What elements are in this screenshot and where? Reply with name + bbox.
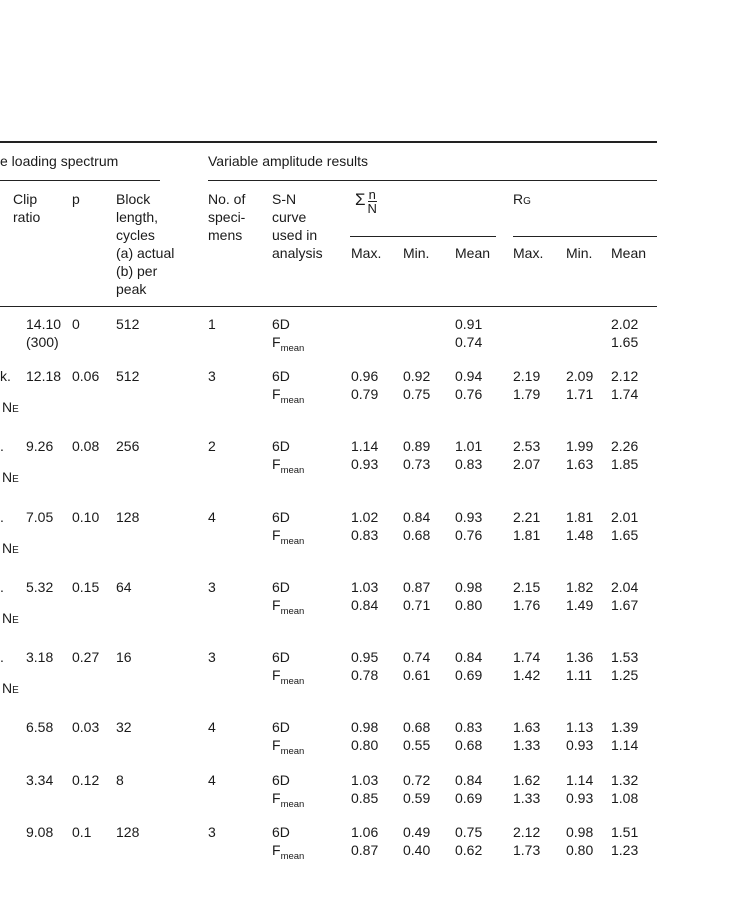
ne-subscript: E bbox=[12, 474, 19, 485]
cell-p: 0.27 bbox=[72, 649, 100, 665]
cell-sum-min: 0.73 bbox=[403, 456, 431, 472]
row-left-fragment: . bbox=[0, 509, 4, 525]
cell-rg-min: 1.71 bbox=[566, 386, 594, 402]
cell-rg-max: 1.76 bbox=[513, 597, 541, 613]
cell-rg-mean: 1.14 bbox=[611, 737, 639, 753]
cell-rg-max: 1.79 bbox=[513, 386, 541, 402]
row-left-fragment: . bbox=[0, 438, 4, 454]
cell-sum-max: 1.03 bbox=[351, 772, 379, 788]
ne-letter: N bbox=[2, 610, 13, 626]
col-header-clip-ratio bbox=[13, 190, 40, 226]
cell-rg-mean: 2.26 bbox=[611, 438, 639, 454]
cell-rg-max: 2.53 bbox=[513, 438, 541, 454]
rg-label: R bbox=[513, 191, 524, 207]
cell-rg-max: 1.33 bbox=[513, 737, 541, 753]
cell-sn-curve: 6D bbox=[272, 438, 290, 454]
cell-sum-mean: 0.80 bbox=[455, 597, 483, 613]
fmean-subscript: mean bbox=[280, 746, 305, 757]
col-header-block-line: cycles bbox=[116, 227, 155, 243]
cell-sum-min: 0.74 bbox=[403, 649, 431, 665]
cell-clip-ratio: 9.26 bbox=[26, 438, 54, 454]
cell-sum-mean: 0.93 bbox=[455, 509, 483, 525]
group-header-left: e loading spectrum bbox=[0, 153, 119, 169]
cell-sn-curve-fmean bbox=[272, 526, 304, 547]
ne-letter: N bbox=[2, 469, 13, 485]
cell-sum-mean: 0.91 bbox=[455, 316, 483, 332]
cell-sn-curve: 6D bbox=[272, 772, 290, 788]
fmean-letter: F bbox=[272, 527, 281, 543]
cell-rg-mean: 1.53 bbox=[611, 649, 639, 665]
cell-rg-mean: 1.85 bbox=[611, 456, 639, 472]
fmean-subscript: mean bbox=[280, 343, 305, 354]
col-header-block-line: length, bbox=[116, 209, 159, 225]
cell-rg-max: 1.81 bbox=[513, 527, 541, 543]
cell-sn-curve-fmean bbox=[272, 333, 304, 354]
cell-rg-max: 2.07 bbox=[513, 456, 541, 472]
fraction-denominator: N bbox=[367, 200, 377, 216]
fmean-letter: F bbox=[272, 737, 281, 753]
cell-rg-mean: 1.08 bbox=[611, 790, 639, 806]
cell-rg-min: 1.14 bbox=[566, 772, 594, 788]
cell-sum-mean: 0.69 bbox=[455, 667, 483, 683]
sigma-symbol: Σ bbox=[355, 190, 366, 209]
cell-block-length: 128 bbox=[116, 824, 140, 840]
cell-rg-max: 1.42 bbox=[513, 667, 541, 683]
row-left-ne bbox=[2, 468, 19, 489]
cell-sum-min: 0.89 bbox=[403, 438, 431, 454]
cell-rg-min: 0.93 bbox=[566, 790, 594, 806]
cell-rg-max: 1.74 bbox=[513, 649, 541, 665]
fmean-subscript: mean bbox=[280, 606, 305, 617]
cell-sum-max: 1.03 bbox=[351, 579, 379, 595]
cell-rg-max: 2.19 bbox=[513, 368, 541, 384]
cell-specimens: 3 bbox=[208, 649, 216, 665]
cell-sn-curve-fmean bbox=[272, 596, 304, 617]
cell-p: 0 bbox=[72, 316, 80, 332]
ne-letter: N bbox=[2, 680, 13, 696]
stat-header-sum-min: Min. bbox=[403, 245, 430, 261]
cell-rg-min: 0.98 bbox=[566, 824, 594, 840]
cell-rg-min: 1.82 bbox=[566, 579, 594, 595]
cell-sum-max: 0.95 bbox=[351, 649, 379, 665]
cell-rg-mean: 2.04 bbox=[611, 579, 639, 595]
cell-clip-ratio: 9.08 bbox=[26, 824, 54, 840]
cell-sum-mean: 0.84 bbox=[455, 772, 483, 788]
cell-rg-mean: 1.67 bbox=[611, 597, 639, 613]
fmean-subscript: mean bbox=[280, 851, 305, 862]
cell-rg-mean: 2.02 bbox=[611, 316, 639, 332]
cell-specimens: 1 bbox=[208, 316, 216, 332]
cell-sn-curve-fmean bbox=[272, 455, 304, 476]
cell-p: 0.12 bbox=[72, 772, 100, 788]
cell-rg-max: 2.21 bbox=[513, 509, 541, 525]
col-header-clip-line: ratio bbox=[13, 209, 41, 225]
cell-rg-max: 2.12 bbox=[513, 824, 541, 840]
cell-sum-mean: 0.68 bbox=[455, 737, 483, 753]
row-left-ne bbox=[2, 539, 19, 560]
cell-sn-curve-fmean bbox=[272, 666, 304, 687]
fmean-letter: F bbox=[272, 667, 281, 683]
cell-p: 0.03 bbox=[72, 719, 100, 735]
ne-letter: N bbox=[2, 540, 13, 556]
cell-block-length: 512 bbox=[116, 316, 140, 332]
cell-rg-max: 1.73 bbox=[513, 842, 541, 858]
cell-rg-min: 1.49 bbox=[566, 597, 594, 613]
stat-header-sum-max: Max. bbox=[351, 245, 382, 261]
cell-rg-max: 1.63 bbox=[513, 719, 541, 735]
col-header-specimens-line: speci- bbox=[208, 209, 246, 225]
header-bottom-rule bbox=[0, 306, 657, 307]
cell-sum-mean: 0.83 bbox=[455, 719, 483, 735]
col-header-specimens-line: mens bbox=[208, 227, 243, 243]
cell-specimens: 4 bbox=[208, 772, 216, 788]
cell-sn-curve: 6D bbox=[272, 579, 290, 595]
col-header-block-length bbox=[116, 190, 174, 298]
cell-sn-curve-fmean bbox=[272, 841, 304, 862]
cell-block-length: 16 bbox=[116, 649, 132, 665]
cell-rg-min: 1.63 bbox=[566, 456, 594, 472]
cell-sum-mean: 0.83 bbox=[455, 456, 483, 472]
col-header-sum-fraction bbox=[355, 186, 377, 215]
cell-p: 0.06 bbox=[72, 368, 100, 384]
cell-clip-ratio: 3.18 bbox=[26, 649, 54, 665]
stat-header-rg-mean: Mean bbox=[611, 245, 647, 261]
cell-block-length: 32 bbox=[116, 719, 132, 735]
cell-sum-min: 0.59 bbox=[403, 790, 431, 806]
stat-header-rg-min: Min. bbox=[566, 245, 593, 261]
cell-sum-max: 0.84 bbox=[351, 597, 379, 613]
ne-subscript: E bbox=[12, 685, 19, 696]
cell-rg-max: 2.15 bbox=[513, 579, 541, 595]
cell-sum-min: 0.55 bbox=[403, 737, 431, 753]
cell-rg-min: 1.81 bbox=[566, 509, 594, 525]
cell-sum-min: 0.40 bbox=[403, 842, 431, 858]
cell-sn-curve: 6D bbox=[272, 368, 290, 384]
cell-sum-mean: 0.98 bbox=[455, 579, 483, 595]
cell-rg-max: 1.33 bbox=[513, 790, 541, 806]
fmean-letter: F bbox=[272, 386, 281, 402]
cell-sn-curve: 6D bbox=[272, 316, 290, 332]
cell-rg-mean: 2.01 bbox=[611, 509, 639, 525]
row-left-ne bbox=[2, 398, 19, 419]
col-header-block-line: peak bbox=[116, 281, 147, 297]
cell-rg-mean: 1.32 bbox=[611, 772, 639, 788]
cell-block-length: 64 bbox=[116, 579, 132, 595]
cell-rg-mean: 1.65 bbox=[611, 527, 639, 543]
top-rule bbox=[0, 141, 657, 143]
col-header-sn-curve bbox=[272, 190, 323, 262]
cell-sum-min: 0.75 bbox=[403, 386, 431, 402]
cell-sum-max: 0.79 bbox=[351, 386, 379, 402]
cell-clip-ratio: 7.05 bbox=[26, 509, 54, 525]
cell-rg-min: 1.48 bbox=[566, 527, 594, 543]
cell-sum-max: 0.80 bbox=[351, 737, 379, 753]
cell-rg-min: 1.99 bbox=[566, 438, 594, 454]
col-header-clip-line: Clip bbox=[13, 191, 38, 207]
cell-sum-max: 0.98 bbox=[351, 719, 379, 735]
fmean-subscript: mean bbox=[280, 676, 305, 687]
fmean-letter: F bbox=[272, 456, 281, 472]
cell-sn-curve-fmean bbox=[272, 736, 304, 757]
col-header-sn-line: used in bbox=[272, 227, 318, 243]
col-header-block-line: (b) per bbox=[116, 263, 158, 279]
cell-sum-mean: 0.74 bbox=[455, 334, 483, 350]
cell-rg-min: 1.11 bbox=[566, 667, 593, 683]
cell-block-length: 128 bbox=[116, 509, 140, 525]
row-left-fragment: k. bbox=[0, 368, 11, 384]
cell-sum-min: 0.84 bbox=[403, 509, 431, 525]
cell-block-length: 256 bbox=[116, 438, 140, 454]
col-header-specimens-line: No. of bbox=[208, 191, 246, 207]
cell-sum-mean: 0.76 bbox=[455, 527, 483, 543]
cell-rg-mean: 1.74 bbox=[611, 386, 639, 402]
cell-rg-mean: 1.25 bbox=[611, 667, 639, 683]
cell-sum-min: 0.68 bbox=[403, 527, 431, 543]
row-left-ne bbox=[2, 609, 19, 630]
cell-rg-min: 2.09 bbox=[566, 368, 594, 384]
fmean-letter: F bbox=[272, 334, 281, 350]
group-header-right: Variable amplitude results bbox=[208, 153, 369, 169]
cell-sum-min: 0.49 bbox=[403, 824, 431, 840]
cell-sum-mean: 0.69 bbox=[455, 790, 483, 806]
cell-rg-mean: 1.23 bbox=[611, 842, 639, 858]
cell-sum-max: 0.85 bbox=[351, 790, 379, 806]
rg-subscript: G bbox=[523, 196, 531, 207]
cell-sn-curve: 6D bbox=[272, 824, 290, 840]
cell-p: 0.10 bbox=[72, 509, 100, 525]
col-header-sn-line: S-N bbox=[272, 191, 297, 207]
cell-sum-min: 0.61 bbox=[403, 667, 431, 683]
cell-sum-min: 0.68 bbox=[403, 719, 431, 735]
col-header-block-line: Block bbox=[116, 191, 151, 207]
cell-specimens: 2 bbox=[208, 438, 216, 454]
cell-sum-mean: 0.75 bbox=[455, 824, 483, 840]
cell-rg-max: 1.62 bbox=[513, 772, 541, 788]
col-header-sn-line: analysis bbox=[272, 245, 323, 261]
stat-header-sum-mean: Mean bbox=[455, 245, 491, 261]
cell-rg-mean: 1.65 bbox=[611, 334, 639, 350]
cell-clip-ratio: 12.18 bbox=[26, 368, 62, 384]
col-header-sn-line: curve bbox=[272, 209, 307, 225]
sum-rule bbox=[350, 236, 496, 237]
fmean-subscript: mean bbox=[280, 799, 305, 810]
cell-sn-curve: 6D bbox=[272, 509, 290, 525]
cell-sum-max: 1.02 bbox=[351, 509, 379, 525]
cell-sn-curve-fmean bbox=[272, 385, 304, 406]
ne-letter: N bbox=[2, 399, 13, 415]
cell-clip-ratio: 3.34 bbox=[26, 772, 54, 788]
cell-p: 0.15 bbox=[72, 579, 100, 595]
cell-specimens: 3 bbox=[208, 368, 216, 384]
fraction-numerator: n bbox=[368, 186, 376, 202]
cell-clip-ratio: 6.58 bbox=[26, 719, 54, 735]
group-rule-right bbox=[208, 180, 657, 181]
cell-rg-mean: 1.39 bbox=[611, 719, 639, 735]
cell-specimens: 4 bbox=[208, 719, 216, 735]
cell-sum-max: 0.96 bbox=[351, 368, 379, 384]
cell-rg-min: 1.13 bbox=[566, 719, 594, 735]
cell-p: 0.1 bbox=[72, 824, 92, 840]
cell-specimens: 3 bbox=[208, 824, 216, 840]
cell-sum-max: 1.06 bbox=[351, 824, 379, 840]
cell-clip-ratio: 14.10 bbox=[26, 316, 62, 332]
col-header-rg bbox=[513, 190, 531, 211]
fmean-subscript: mean bbox=[280, 395, 305, 406]
row-left-ne bbox=[2, 679, 19, 700]
cell-sum-max: 0.93 bbox=[351, 456, 379, 472]
cell-sum-mean: 0.94 bbox=[455, 368, 483, 384]
ne-subscript: E bbox=[12, 545, 19, 556]
cell-sum-min: 0.92 bbox=[403, 368, 431, 384]
cell-sum-mean: 0.76 bbox=[455, 386, 483, 402]
cell-sum-mean: 0.84 bbox=[455, 649, 483, 665]
cell-sum-max: 0.83 bbox=[351, 527, 379, 543]
ne-subscript: E bbox=[12, 615, 19, 626]
row-left-fragment: . bbox=[0, 649, 4, 665]
cell-sn-curve: 6D bbox=[272, 649, 290, 665]
col-header-block-line: (a) actual bbox=[116, 245, 175, 261]
cell-sum-mean: 1.01 bbox=[455, 438, 483, 454]
fmean-letter: F bbox=[272, 842, 281, 858]
cell-sn-curve-fmean bbox=[272, 789, 304, 810]
cell-sum-min: 0.71 bbox=[403, 597, 431, 613]
cell-sum-min: 0.87 bbox=[403, 579, 431, 595]
cell-sum-max: 1.14 bbox=[351, 438, 379, 454]
col-header-p: p bbox=[72, 191, 80, 207]
cell-sn-curve: 6D bbox=[272, 719, 290, 735]
fmean-subscript: mean bbox=[280, 465, 305, 476]
cell-sum-max: 0.87 bbox=[351, 842, 379, 858]
cell-clip-ratio-secondary: (300) bbox=[26, 334, 59, 350]
cell-sum-max: 0.78 bbox=[351, 667, 379, 683]
cell-rg-mean: 1.51 bbox=[611, 824, 639, 840]
cell-sum-mean: 0.62 bbox=[455, 842, 483, 858]
cell-clip-ratio: 5.32 bbox=[26, 579, 54, 595]
cell-rg-min: 0.93 bbox=[566, 737, 594, 753]
cell-p: 0.08 bbox=[72, 438, 100, 454]
stat-header-rg-max: Max. bbox=[513, 245, 544, 261]
cell-block-length: 8 bbox=[116, 772, 124, 788]
fmean-subscript: mean bbox=[280, 536, 305, 547]
cell-specimens: 3 bbox=[208, 579, 216, 595]
cell-rg-mean: 2.12 bbox=[611, 368, 639, 384]
cell-rg-min: 0.80 bbox=[566, 842, 594, 858]
group-rule-left bbox=[0, 180, 160, 181]
ne-subscript: E bbox=[12, 404, 19, 415]
col-header-specimens bbox=[208, 190, 245, 244]
cell-sum-min: 0.72 bbox=[403, 772, 431, 788]
rg-rule bbox=[513, 236, 657, 237]
cell-block-length: 512 bbox=[116, 368, 140, 384]
fmean-letter: F bbox=[272, 790, 281, 806]
row-left-fragment: . bbox=[0, 579, 4, 595]
fmean-letter: F bbox=[272, 597, 281, 613]
fraction bbox=[368, 188, 377, 215]
cell-specimens: 4 bbox=[208, 509, 216, 525]
cell-rg-min: 1.36 bbox=[566, 649, 594, 665]
